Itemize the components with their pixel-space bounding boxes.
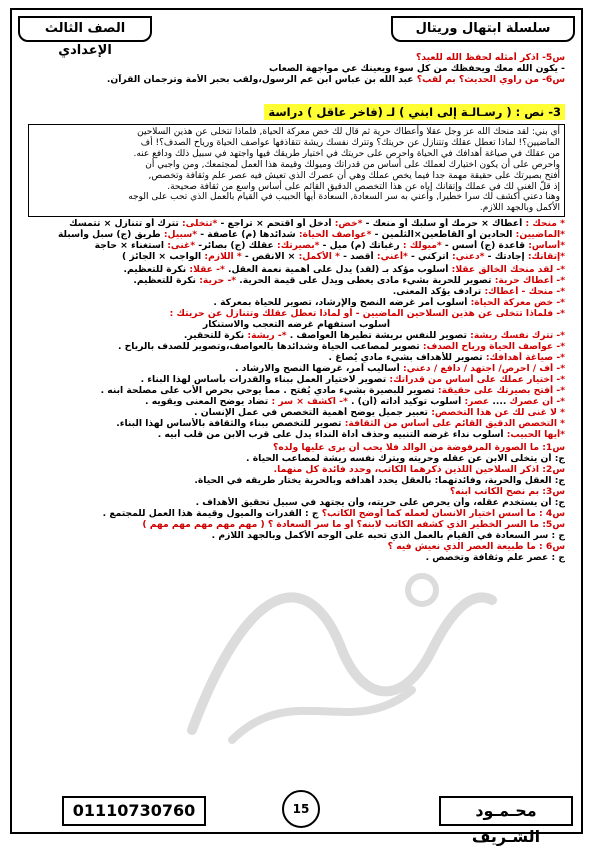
vocab-term: *تتخلى: <box>181 218 218 230</box>
vocab-term: *بصيرتك: <box>277 240 320 252</box>
qa-question-line <box>28 442 565 453</box>
vocab-term: *أعني: <box>376 251 408 263</box>
vocab-meaning: إجادتك - <box>484 251 528 263</box>
answer: ج : سر السعادة في القيام بالعمل الذي تحبه على الوجه الأكمل وبالجهد اللازم . <box>211 530 565 542</box>
passage-line: الأكمل وبالجهد اللازم. <box>479 203 560 214</box>
note-line <box>28 297 565 308</box>
answer: ج: أن يتخلى الابن عن عقله وحريته ويترك نفسه ريشة لمصاعب الحياة . <box>246 453 565 465</box>
question: س3: بم نصح الكاتب ابنه؟ <box>449 486 565 498</box>
question-answer-list <box>28 442 565 563</box>
note-term: *- أعطاك حرية: <box>494 275 565 287</box>
note-line <box>28 308 565 319</box>
note-term: *- عقلا: <box>189 264 225 276</box>
vocab-term: *الماضيين: <box>515 229 565 241</box>
note-term: *- صياغة أهدافك: <box>485 352 565 364</box>
vocab-line <box>28 218 565 229</box>
note-term: *- أن عصرك <box>509 396 565 408</box>
note-line <box>28 407 565 418</box>
question-6: س6- من راوي الحديث؟ بم لقب؟ <box>416 74 565 85</box>
note-line <box>28 429 565 440</box>
section-title-wrap <box>28 107 565 119</box>
note-text: .... <box>489 396 510 408</box>
vocab-term: * منحك : <box>525 218 565 230</box>
note-term: *أيها الحبيب: <box>506 429 565 441</box>
phone-number: 01110730760 <box>62 796 206 826</box>
answer-5: - يكون الله معك ويحفظك من كل سوء ويعينك عي مواجهة الصعاب <box>269 63 565 74</box>
vocab-meaning: شدائدها (م) عاصفة - <box>197 229 299 241</box>
note-term: *- عواصف الحياة ورياح الصدف: <box>422 341 565 353</box>
answer-6: عبد الله بن عباس ابن عم الرسول،ولقب بحبر الأمة وترجمان القرآن. <box>106 74 417 85</box>
passage-line: من عقلك في صياغة أهدافك في الحياة واحرص على حريتك في اختيار طريقك فيها واجتهد في سبيل ذلك ودافع عنه. <box>133 148 560 159</box>
note-line <box>28 374 565 385</box>
note-term: *- أف / احرص/ اجتهد / دافع / دعني: <box>402 363 565 375</box>
qa-question-line <box>28 508 565 519</box>
passage-line: إذ قلّ الغنى لك في عملك وإتقانك إياه عن هذا التخصص الدقيق القائم على أساس واسع من ثقافة صحيحة. <box>167 181 560 192</box>
note-term: *- منحك - أعطاك: <box>484 286 565 298</box>
note-text: أساليب أمر، غرضها النصح والارشاد . <box>235 363 403 375</box>
vocab-term: *خض: <box>334 218 363 230</box>
note-text: تصوير لاختيار العمل ببناء والقدرات بأساس لهذا البناء . <box>140 374 390 386</box>
signature-watermark <box>172 530 502 760</box>
note-line <box>28 363 565 374</box>
note-text: تصوير للتخصص ببناء والثقافة بالأساس لهذا البناء. <box>116 418 345 430</box>
note-text: تصوير للنفس بريشة تطيرها العواصف . <box>286 330 471 342</box>
note-term: *- اختيار عملك على أساس من قدراتك: <box>389 374 565 386</box>
vocab-meaning: استغناء × حاجة <box>94 240 168 252</box>
answer: ج: أن يستخدم عقله، وأن يحرص على حريته، وأن يجتهد في سبيل تحقيق الأهداف . <box>195 497 565 509</box>
vocab-meaning: الحادين أو القاطعين×الثلمين - <box>371 229 516 241</box>
qa-question-line <box>28 519 565 530</box>
vocab-meaning: × الانقص - <box>241 251 299 263</box>
note-line <box>28 330 565 341</box>
note-term: *- فلماذا تتخلى عن هذين السلاحين الماضيين - أو لماذا تعطل عقلك وتتنازل عن حريتك : <box>169 308 565 320</box>
passage-line: الماضيين؟! لماذا تعطل عقلك وتتنازل عن حريتك؟ وتترك نفسك ريشة تتقاذفها عواصف الحياة ورياح الصدف؟! أف <box>140 137 560 148</box>
vocab-term: * اللازم: <box>204 251 242 263</box>
vocab-term: *سبيل: <box>163 229 198 241</box>
vocab-term: *أساس: <box>528 240 565 252</box>
note-text: تعبير جميل يوضح أهمية التخصص في عمل الإنسان . <box>194 407 432 419</box>
question: س6 : ما طبيعة العصر الذي نعيش فيه ؟ <box>387 541 565 553</box>
vocab-line <box>28 240 565 251</box>
note-term: *- حرية: <box>199 275 237 287</box>
note-term: * لا غنى لك عن هذا التخصص: <box>431 407 565 419</box>
note-text: تضاد يوضح المعنى ويقويه . <box>145 396 272 408</box>
note-term: *- ريشة: <box>247 330 287 342</box>
vocab-meaning: طريق (ج) سبل وأسبلة <box>57 229 164 241</box>
passage-line: واحرص على أن يكون اختيارك لعملك على أساس من قدراتك وميولك وقيمة هذا العمل لمجتمعك, ومن واجبي أن <box>145 159 560 170</box>
note-line <box>28 275 565 286</box>
note-term: *- أفتح بصيرتك على حقيقة: <box>437 385 565 397</box>
vocab-meaning: اتركني - <box>407 251 452 263</box>
answer: ج: العقل والحرية، وفائدتهما: بالعقل يحدد أهدافه وبالحرية يختار طريقه في الحياة. <box>194 475 565 487</box>
question: س1: ما الصورة المرفوضة من الوالد فلا يحب أن يرى عليها ولده؟ <box>272 442 565 454</box>
qa-question-line <box>28 464 565 475</box>
note-line <box>28 352 565 363</box>
note-line <box>28 396 565 407</box>
note-term: *- لقد منحك الخالق عقلا: <box>451 264 565 276</box>
vocab-term: *عواصف الحياة: <box>298 229 372 241</box>
note-line <box>28 286 565 297</box>
vocab-line <box>28 251 565 262</box>
qa-question-line <box>28 486 565 497</box>
note-term: عصر: <box>464 396 490 408</box>
page-frame <box>10 8 583 846</box>
vocab-line <box>28 229 565 240</box>
note-text: تصوير للأهداف بشيء مادي يُصاغ . <box>328 352 486 364</box>
note-text: نكرة للتحقير. <box>183 330 248 342</box>
question: س4 : ما أسس اختيار الانسان لعمله كما أوضح الكاتب؟ <box>321 508 565 520</box>
vocab-term: *إتقانك: <box>527 251 565 263</box>
question-6-line <box>28 74 565 85</box>
note-text: أسلوب نداء غرضه التنبيه وحذف أداة النداء يدل على قرب الابن من قلب أبيه . <box>157 429 507 441</box>
vocab-meaning: أقصد - <box>339 251 377 263</box>
passage-line: أفتح بصيرتك على حقيقة مهمة جدا فيما يخص عملك وهي أن عصرك الذي تعيش فيه عصر علم وثقافة وتخصص, <box>148 170 560 181</box>
answer: ج : عصر علم وثقافة وتخصص . <box>425 552 565 564</box>
note-term: *- تترك نفسك ريشة: <box>470 330 565 342</box>
note-term: *- خض معركة الحياة: <box>470 297 565 309</box>
vocab-meaning: تترك أو تتنازل × تتمسك <box>69 218 182 230</box>
note-text: أسلوب توكيد أداته (أن) . <box>347 396 465 408</box>
passage-box <box>28 124 565 217</box>
question: س2: اذكر السلاحين اللذين ذكرهما الكاتب، وحدد فائدة كل منهما. <box>273 464 565 476</box>
page-content <box>28 52 565 563</box>
note-line <box>28 341 565 352</box>
note-text: ترادف يؤكد المعنى. <box>392 286 485 298</box>
vocab-meaning: أعطاك × حرمك أو سلبك أو منعك - <box>362 218 526 230</box>
question-5: س5- اذكر أمثله لحفظ الله للعبد؟ <box>416 52 565 63</box>
note-text: نكرة للتعظيم. <box>123 264 190 276</box>
series-title: سلسلة ابتهال وريتال <box>391 16 575 42</box>
note-term: *- اكشف × سر : <box>271 396 348 408</box>
author-name: محـمـود الشـريف <box>439 796 573 826</box>
vocab-term: *دعني: <box>451 251 485 263</box>
page-number: 15 <box>282 790 320 828</box>
vocab-meaning: قاعدة (ج) أسس - <box>441 240 529 252</box>
grade-title: الصف الثالث الإعدادي <box>18 16 152 42</box>
vocab-meaning: رغباتك (م) ميل - <box>319 240 403 252</box>
vocabulary-list <box>28 218 565 262</box>
rhetoric-notes <box>28 264 565 440</box>
qa-question-line <box>28 541 565 552</box>
vocab-term: * الأكمل: <box>298 251 340 263</box>
note-line <box>28 264 565 275</box>
note-text: تصوير للبصيرة بشيء مادي يُفتح . مما يوحي بحرص الأب على مصلحة ابنه . <box>100 385 438 397</box>
vocab-meaning: عقلك (ج) بصائر- <box>195 240 278 252</box>
vocab-meaning: الواجب × الجائز ) <box>122 251 205 263</box>
note-text: تصوير لمصاعب الحياة وشدائدها بالعواصف،وتصوير للصدف بالرياح . <box>117 341 423 353</box>
note-line <box>28 319 565 330</box>
note-line <box>28 418 565 429</box>
vocab-meaning: أدخل أو اقتحم × تراجع - <box>217 218 335 230</box>
note-text: أسلوب مؤكد بـ (لقد) يدل على أهمية نعمة العقل. <box>224 264 452 276</box>
passage-line: أي بني: لقد منحك الله عز وجل عقلا وأعطاك حرية ثم قال لك خض معركة الحياة, فلماذا تتخلى عن هذين السلاحين <box>137 127 560 137</box>
vocab-term: *غنى: <box>167 240 196 252</box>
note-term: * التخصص الدقيق القائم على أساس من الثقافة: <box>344 418 565 430</box>
note-text: أسلوب أمر غرضه النصح والإرشاد، تصوير للحياة بمعركة . <box>213 297 471 309</box>
vocab-term: *ميولك : <box>402 240 442 252</box>
note-text: نكرة للتعظيم. <box>133 275 200 287</box>
answer: ج : القدرات والميول وقيمة هذا العمل للمجتمع . <box>102 508 322 520</box>
section-title: 3- نص : ( رسـالـة إلى ابني ) لـ (فاخر عاقل ) دراسة <box>264 104 565 120</box>
question: س5: ما السر الخطير الذي كشفه الكاتب لابنه؟ أو ما سر السعادة ؟ ( مهم مهم مهم مهم مهم ) <box>142 519 565 531</box>
note-text: تصوير للحرية بشيء مادى يعطى ويدل على قيمة الحرية. <box>236 275 495 287</box>
note-line <box>28 385 565 396</box>
note-text: أسلوب استفهام غرضه التعجب والاستنكار <box>202 319 391 331</box>
passage-line: وهنا دعني أكشف لك سرا خطيرا, وأعني به سر السعادة, السعادة أيها الحبيب في القيام بالعمل الذي تحب على الوجه <box>128 192 560 203</box>
